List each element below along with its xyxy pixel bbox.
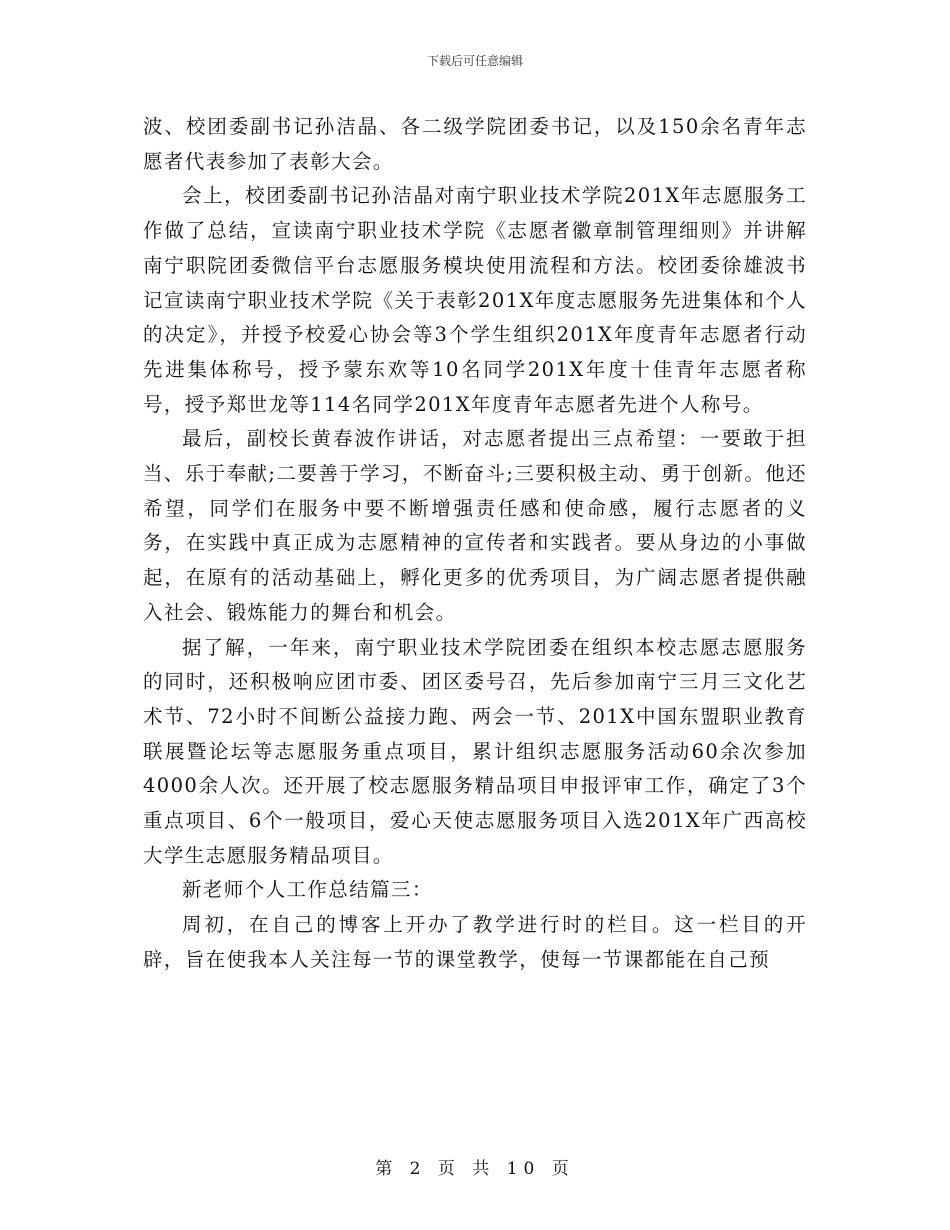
document-body (143, 110, 807, 978)
paragraph-3: 最后，副校长黄春波作讲话，对志愿者提出三点希望：一要敢于担当、乐于奉献;二要善于学习，不断奋斗;三要积极主动、勇于创新。他还希望，同学们在服务中要不断增强责任感和使命感，履行志愿者的义务，在实践中真正成为志愿精神的宣传者和实践者。要从身边的小事做起，在原有的活动基础上，孵化更多的优秀项目，为广阔志愿者提供融入社会、锻炼能力的舞台和机会。 (143, 427, 807, 624)
section-heading: 新老师个人工作总结篇三： (182, 878, 433, 902)
paragraph-5: 周初，在自己的博客上开办了教学进行时的栏目。这一栏目的开辟，旨在使我本人关注每一节的课堂教学，使每一节课都能在自己预 (143, 913, 807, 971)
paragraph-2: 会上，校团委副书记孙洁晶对南宁职业技术学院201X年志愿服务工作做了总结，宣读南宁职业技术学院《志愿者徽章制管理细则》并讲解南宁职院团委微信平台志愿服务模块使用流程和方法。校团委徐雄波书记宣读南宁职业技术学院《关于表彰201X年度志愿服务先进集体和个人的决定》，并授予校爱心协会等3个学生组织201X年度青年志愿者行动先进集体称号，授予蒙东欢等10名同学201X年度十佳青年志愿者称号，授予郑世龙等114名同学201X年度青年志愿者先进个人称号。 (143, 184, 807, 416)
paragraph-4: 据了解，一年来，南宁职业技术学院团委在组织本校志愿志愿服务的同时，还积极响应团市委、团区委号召，先后参加南宁三月三文化艺术节、72小时不间断公益接力跑、两会一节、201X中国东盟职业教育联展暨论坛等志愿服务重点项目，累计组织志愿服务活动60余次参加4000余人次。还开展了校志愿服务精品项目申报评审工作，确定了3个重点项目、6个一般项目，爱心天使志愿服务项目入选201X年广西高校大学生志愿服务精品项目。 (143, 635, 807, 867)
page-header-note: 下载后可任意编辑 (426, 54, 523, 68)
paragraph-1: 波、校团委副书记孙洁晶、各二级学院团委书记，以及150余名青年志愿者代表参加了表彰大会。 (143, 115, 807, 173)
page-number-footer: 第 2 页 共 10 页 (375, 1159, 575, 1179)
